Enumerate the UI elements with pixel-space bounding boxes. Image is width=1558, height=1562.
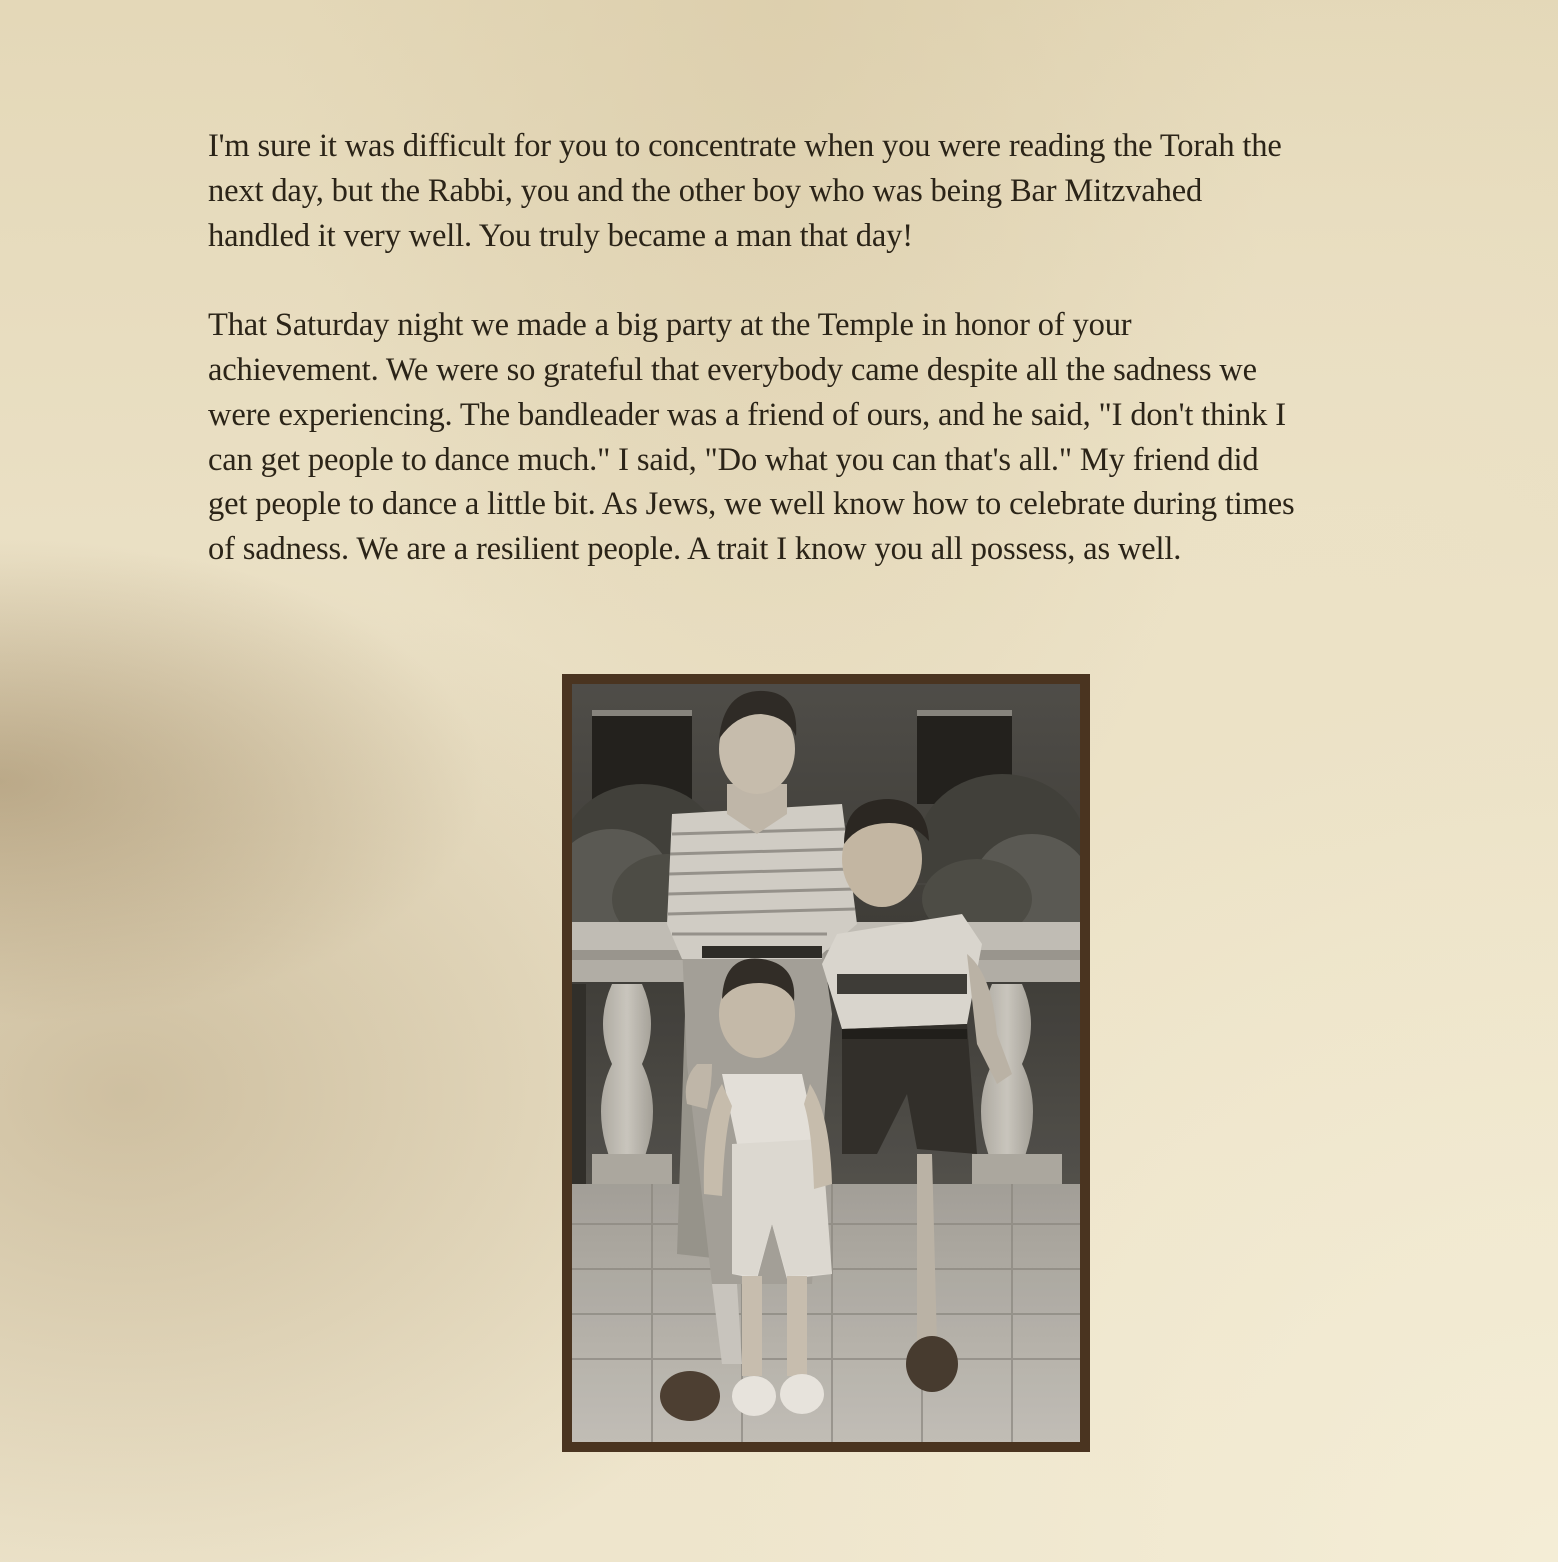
letter-text (208, 124, 1438, 617)
paragraph-party: That Saturday night we made a big party at the Temple in honor of your achievement. We were so grateful that everybody came despite all the sadness we were experiencing. The bandleader was a friend of ours, and he said, "I don't think I can get people to dance much." I said, "Do what you can that's all." My friend did get people to dance a little bit. As Jews, we well know how to celebrate during times of sadness. We are a resilient people. A trait I know you all possess, as well. (208, 307, 1295, 568)
family-photo-frame (562, 674, 1090, 1452)
family-photo (572, 684, 1080, 1442)
paragraph-bar-mitzvah: I'm sure it was difficult for you to concentrate when you were reading the Torah the next day, but the Rabbi, you and the other boy who was being Bar Mitzvahed handled it very well. You truly became a man that day! (208, 128, 1282, 254)
